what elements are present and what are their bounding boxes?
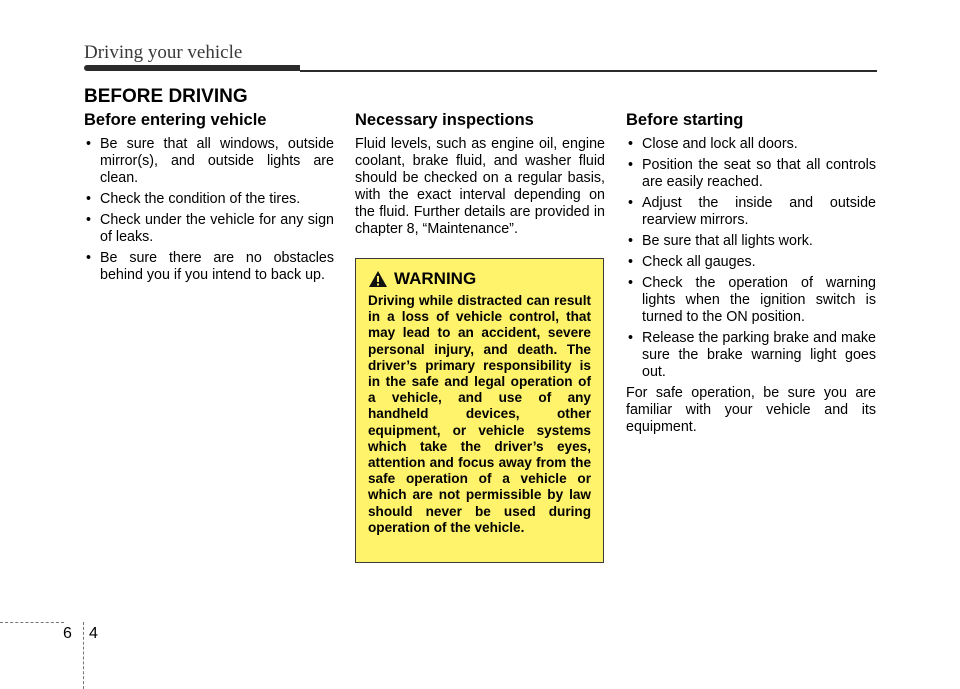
chapter-number: 6 — [63, 625, 72, 642]
list-item: • Check under the vehicle for any sign of leaks. — [86, 212, 334, 245]
footer-divider-horizontal — [0, 622, 64, 623]
necessary-inspections-body: Fluid levels, such as engine oil, engine coolant, brake fluid, and washer fluid should be checked on a regular basis, with the exact interval depending on the fluid. Further details are provided in chapter 8, “Maintenance”. — [355, 136, 605, 237]
warning-title: WARNING — [394, 269, 477, 288]
bullet-icon: • — [628, 233, 634, 249]
list-item: • Adjust the inside and outside rearview mirrors. — [628, 195, 876, 228]
bullet-icon: • — [628, 195, 634, 211]
necessary-inspections-column — [355, 110, 605, 238]
bullet-icon: • — [628, 275, 634, 291]
before-starting-heading: Before starting — [626, 111, 744, 129]
page-number: 4 — [89, 625, 98, 642]
warning-body: Driving while distracted can result in a loss of vehicle control, that may lead to an accident, severe personal injury, and death. The driver’s primary responsibility is in the safe and legal operation of a vehicle, and use of any handheld devices, other equipment, or vehicle systems which take the driver’s eyes, attention and focus away from the safe operation of a vehicle or which are not permissible by law should never be used during operation of the vehicle. — [368, 293, 591, 535]
list-item: • Check all gauges. — [628, 254, 756, 270]
list-item: • Be sure there are no obstacles behind you if you intend to back up. — [86, 250, 334, 283]
bullet-icon: • — [86, 191, 92, 207]
bullet-icon: • — [86, 250, 92, 266]
header-rule-thick — [84, 65, 300, 71]
before-entering-heading: Before entering vehicle — [84, 111, 267, 129]
list-item: • Check the condition of the tires. — [86, 191, 301, 207]
before-starting-closing: For safe operation, be sure you are familiar with your vehicle and its equipment. — [626, 385, 876, 435]
bullet-icon: • — [628, 136, 634, 152]
list-item: • Close and lock all doors. — [628, 136, 798, 152]
chapter-title: Driving your vehicle — [84, 42, 243, 63]
footer-divider-vertical — [83, 622, 84, 689]
before-starting-list — [626, 136, 876, 381]
warning-header — [368, 269, 591, 289]
warning-triangle-icon — [368, 270, 388, 288]
bullet-icon: • — [86, 212, 92, 228]
necessary-inspections-heading: Necessary inspections — [355, 111, 534, 129]
list-item: • Release the parking brake and make sure the brake warning light goes out. — [628, 330, 876, 380]
list-item: • Check the operation of warning lights when the ignition switch is turned to the ON position. — [628, 275, 876, 325]
before-starting-column — [626, 110, 876, 436]
list-item: • Position the seat so that all controls are easily reached. — [628, 157, 876, 190]
list-item: • Be sure that all windows, outside mirror(s), and outside lights are clean. — [86, 136, 334, 186]
header-rule-thin — [300, 70, 877, 72]
bullet-icon: • — [628, 330, 634, 346]
section-title: BEFORE DRIVING — [84, 86, 248, 107]
warning-box — [355, 258, 604, 563]
list-item: • Be sure that all lights work. — [628, 233, 813, 249]
bullet-icon: • — [628, 254, 634, 270]
bullet-icon: • — [86, 136, 92, 152]
before-entering-list — [84, 136, 334, 284]
before-entering-column — [84, 110, 334, 288]
bullet-icon: • — [628, 157, 634, 173]
